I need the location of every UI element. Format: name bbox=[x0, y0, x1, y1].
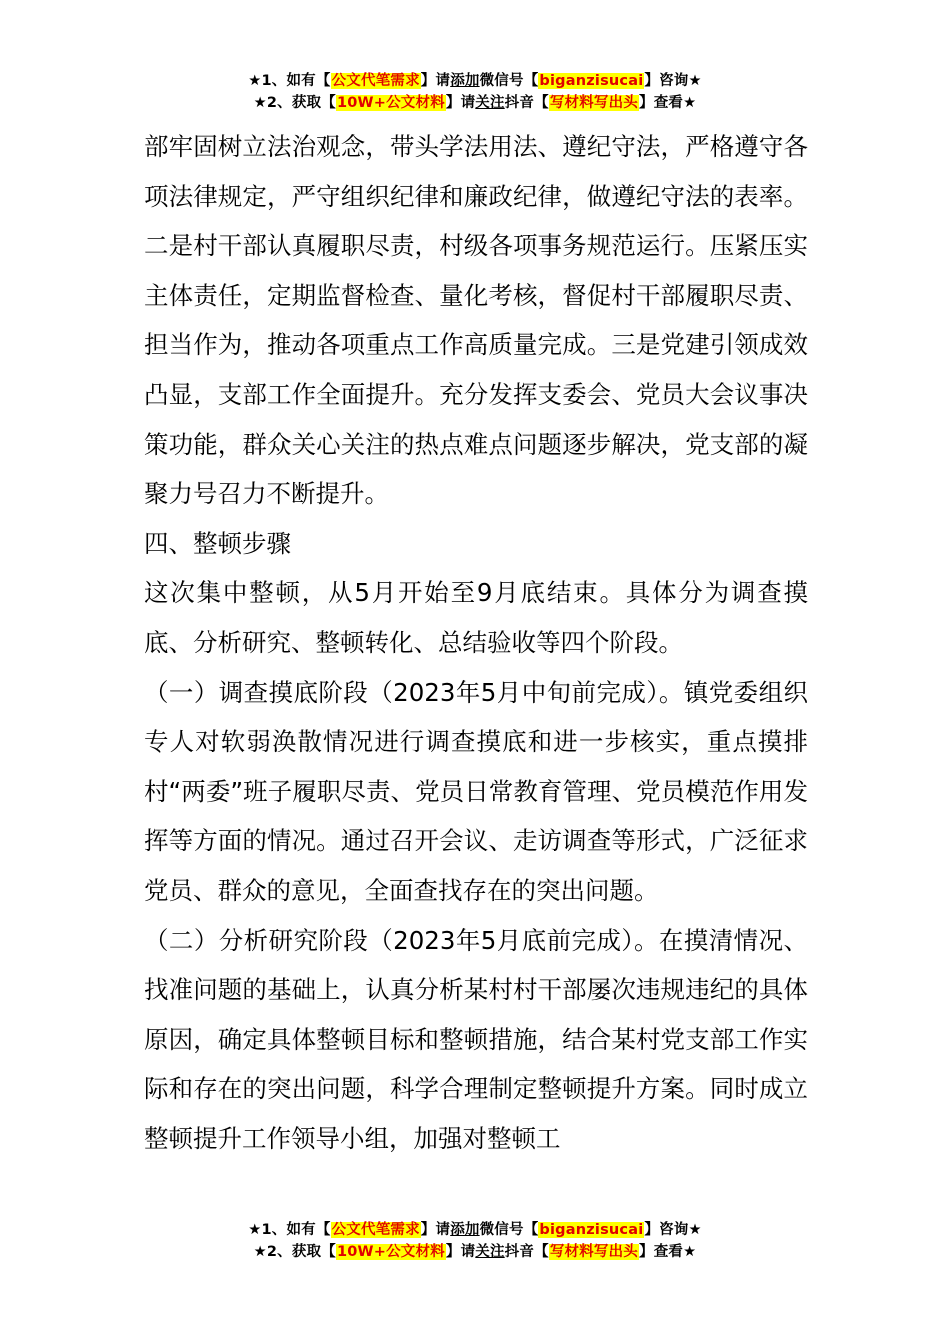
banner-highlight-materials: 10W+公文材料 bbox=[336, 1244, 445, 1260]
paragraph-stage-2: （二）分析研究阶段（2023年5月底前完成）。在摸清情况、找准问题的基础上，认真分析某村村干部屡次违规违纪的具体原因，确定具体整顿目标和整顿措施，结合某村党支部工作实际和存在的突出问题，科学合理制定整顿提升方案。同时成立整顿提升工作领导小组，加强对整顿工 bbox=[144, 925, 808, 1153]
banner-highlight-wechat-id: biganzisucai bbox=[539, 1222, 644, 1238]
banner-line-1: ★1、如有【公文代笔需求】请添加微信号【biganzisucai】咨询★ bbox=[248, 1222, 702, 1238]
banner-line-1: ★1、如有【公文代笔需求】请添加微信号【biganzisucai】咨询★ bbox=[248, 73, 702, 89]
paragraph-continuation: 部牢固树立法治观念，带头学法用法、遵纪守法，严格遵守各项法律规定，严守组织纪律和廉政纪律，做遵纪守法的表率。二是村干部认真履职尽责，村级各项事务规范运行。压紧压实主体责任，定期监督检查、量化考核，督促村干部履职尽责、担当作为，推动各项重点工作高质量完成。三是党建引领成效凸显，支部工作全面提升。充分发挥支委会、党员大会议事决策功能，群众关心关注的热点难点问题逐步解决，党支部的凝聚力号召力不断提升。 bbox=[144, 132, 808, 509]
banner-highlight-wechat-id: biganzisucai bbox=[539, 73, 644, 89]
banner-highlight-douyin: 写材料写出头 bbox=[549, 1244, 639, 1260]
paragraph-stage-1: （一）调查摸底阶段（2023年5月中旬前完成）。镇党委组织专人对软弱涣散情况进行调查摸底和进一步核实，重点摸排村“两委”班子履职尽责、党员日常教育管理、党员模范作用发挥等方面的情况。通过召开会议、走访调查等形式，广泛征求党员、群众的意见，全面查找存在的突出问题。 bbox=[144, 677, 808, 905]
banner-highlight-douyin: 写材料写出头 bbox=[549, 95, 639, 111]
banner-line-2: ★2、获取【10W+公文材料】请关注抖音【写材料写出头】查看★ bbox=[253, 95, 697, 111]
banner-highlight-service: 公文代笔需求 bbox=[331, 73, 420, 89]
header-banner bbox=[0, 70, 950, 114]
paragraph-overview: 这次集中整顿，从5月开始至9月底结束。具体分为调查摸底、分析研究、整顿转化、总结验收等四个阶段。 bbox=[144, 578, 808, 657]
banner-line-2: ★2、获取【10W+公文材料】请关注抖音【写材料写出头】查看★ bbox=[253, 1244, 697, 1260]
footer-banner bbox=[0, 1219, 950, 1263]
section-heading: 四、整顿步骤 bbox=[144, 528, 291, 558]
banner-highlight-service: 公文代笔需求 bbox=[331, 1222, 420, 1238]
document-body bbox=[144, 122, 808, 1163]
banner-highlight-materials: 10W+公文材料 bbox=[336, 95, 445, 111]
